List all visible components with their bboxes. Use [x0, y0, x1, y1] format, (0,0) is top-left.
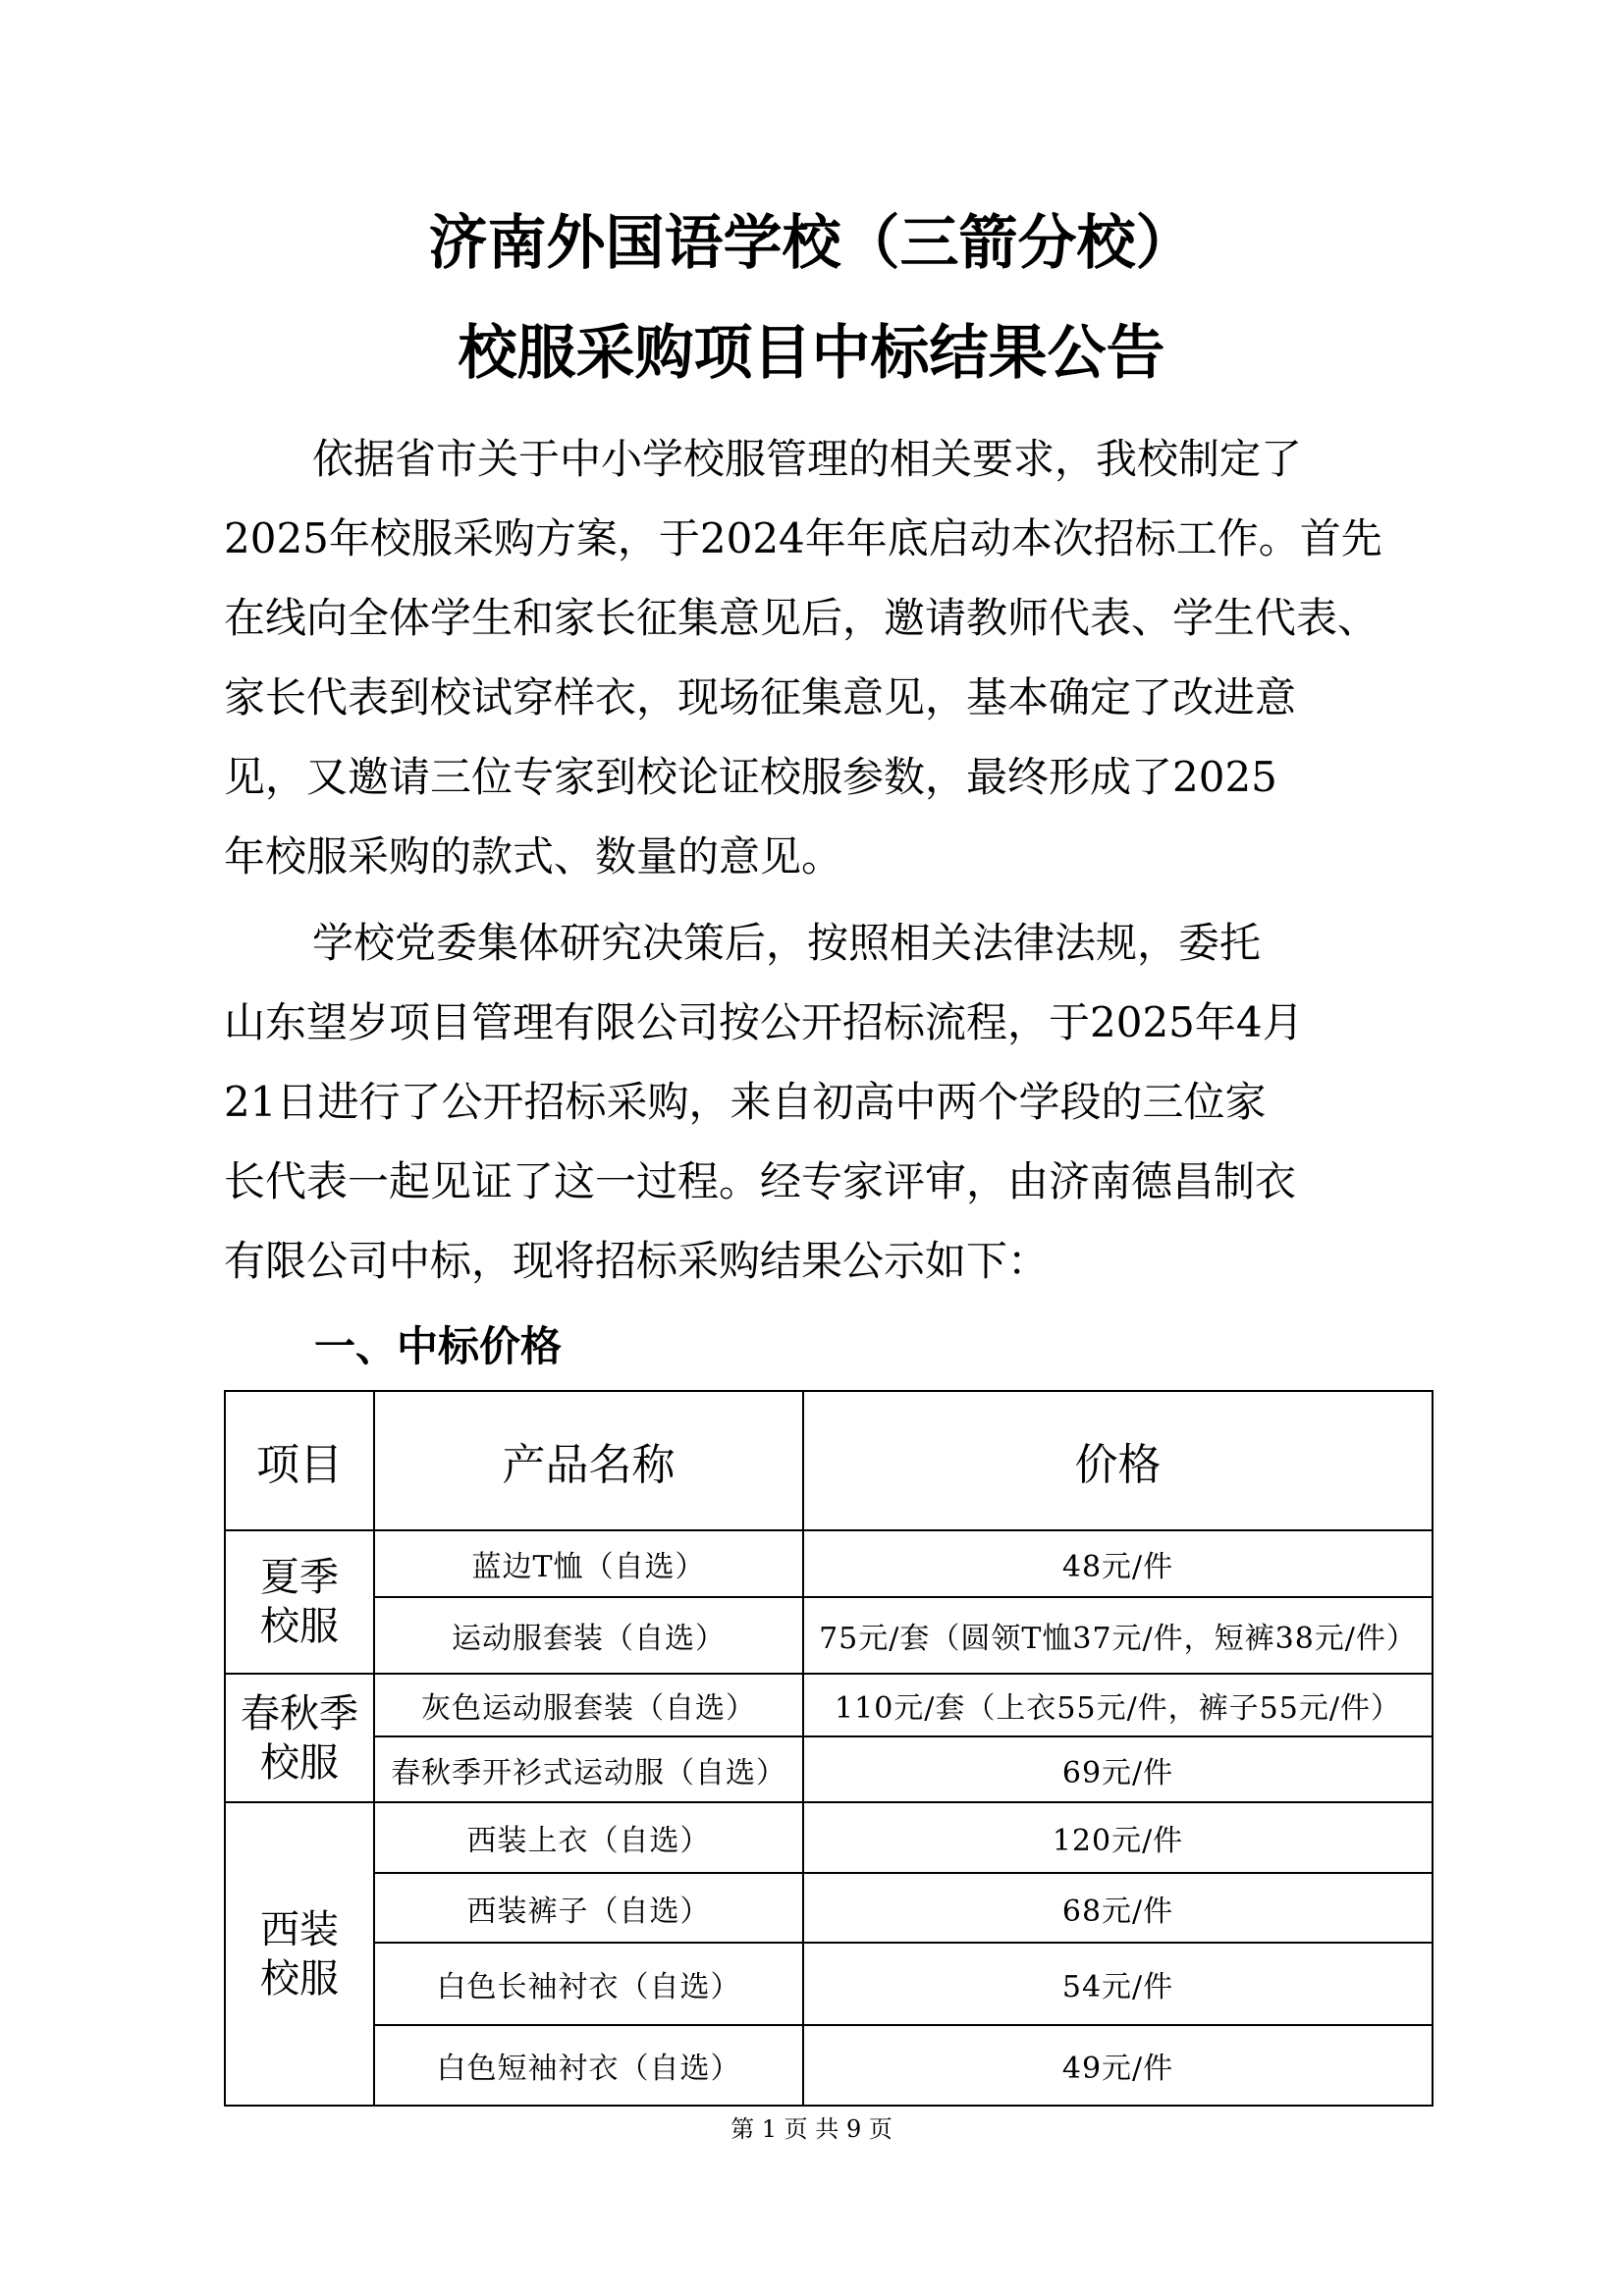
document-title-line1: 济南外国语学校（三箭分校）: [428, 209, 1195, 278]
section-heading-bid-price: 一、中标价格: [314, 1322, 563, 1370]
paragraph-2: [224, 903, 1432, 1301]
paragraph-line: 学校党委集体研究决策后，按照相关法律法规，委托: [312, 919, 1262, 967]
header-price: 价格: [803, 1391, 1433, 1530]
group-summer-uniform: [225, 1530, 374, 1674]
product-name-cell: 运动服套装（自选）: [374, 1597, 803, 1674]
product-name-cell: 白色长袖衬衣（自选）: [374, 1943, 803, 2025]
table-row: [225, 1530, 1433, 1597]
paragraph-line: 在线向全体学生和家长征集意见后，邀请教师代表、学生代表、: [224, 594, 1380, 642]
group-name-line: 校服: [260, 1604, 339, 1649]
product-name-cell: 灰色运动服套装（自选）: [374, 1674, 803, 1736]
paragraph-line: 年校服采购的款式、数量的意见。: [224, 832, 843, 881]
paragraph-line: 21日进行了公开招标采购，来自初高中两个学段的三位家: [224, 1078, 1267, 1126]
price-table: [224, 1390, 1434, 2107]
product-name-cell: 春秋季开衫式运动服（自选）: [374, 1736, 803, 1802]
table-row: [225, 1597, 1433, 1674]
paragraph-1: [224, 419, 1432, 896]
group-name-line: 西装: [260, 1906, 339, 1952]
table-row: [225, 1873, 1433, 1943]
price-cell: 68元/件: [803, 1873, 1433, 1943]
group-spring-autumn-uniform: [225, 1674, 374, 1802]
price-cell: 69元/件: [803, 1736, 1433, 1802]
table-header-row: [225, 1391, 1433, 1530]
product-name-cell: 白色短袖衬衣（自选）: [374, 2025, 803, 2106]
paragraph-line: 见，又邀请三位专家到校论证校服参数，最终形成了2025: [224, 753, 1277, 801]
header-item: 项目: [225, 1391, 374, 1530]
group-name-line: 校服: [260, 1739, 339, 1786]
paragraph-line: 家长代表到校试穿样衣，现场征集意见，基本确定了改进意: [224, 673, 1297, 721]
page-number-footer: 第 1 页 共 9 页: [730, 2115, 893, 2143]
product-name-cell: 西装裤子（自选）: [374, 1873, 803, 1943]
price-cell: 110元/套（上衣55元/件，裤子55元/件）: [803, 1674, 1433, 1736]
group-suit-uniform: [225, 1802, 374, 2106]
document-title-line2: 校服采购项目中标结果公告: [458, 319, 1165, 388]
price-cell: 49元/件: [803, 2025, 1433, 2106]
paragraph-line: 2025年校服采购方案，于2024年年底启动本次招标工作。首先: [224, 514, 1382, 562]
header-product-name: 产品名称: [374, 1391, 803, 1530]
table-row: [225, 1943, 1433, 2025]
price-cell: 120元/件: [803, 1802, 1433, 1873]
product-name-cell: 西装上衣（自选）: [374, 1802, 803, 1873]
paragraph-line: 有限公司中标，现将招标采购结果公示如下：: [224, 1237, 1050, 1285]
price-cell: 48元/件: [803, 1530, 1433, 1597]
table-row: [225, 1736, 1433, 1802]
table-row: [225, 1802, 1433, 1873]
price-cell: 75元/套（圆领T恤37元/件，短裤38元/件）: [803, 1597, 1433, 1674]
paragraph-line: 依据省市关于中小学校服管理的相关要求，我校制定了: [312, 435, 1303, 483]
table-row: [225, 1674, 1433, 1736]
table-row: [225, 2025, 1433, 2106]
price-cell: 54元/件: [803, 1943, 1433, 2025]
group-name-line: 校服: [260, 1955, 339, 2002]
group-name-line: 春秋季: [241, 1690, 358, 1736]
paragraph-line: 长代表一起见证了这一过程。经专家评审，由济南德昌制衣: [224, 1157, 1297, 1205]
group-name-line: 夏季: [260, 1555, 339, 1600]
paragraph-line: 山东望岁项目管理有限公司按公开招标流程，于2025年4月: [224, 998, 1304, 1046]
product-name-cell: 蓝边T恤（自选）: [374, 1530, 803, 1597]
